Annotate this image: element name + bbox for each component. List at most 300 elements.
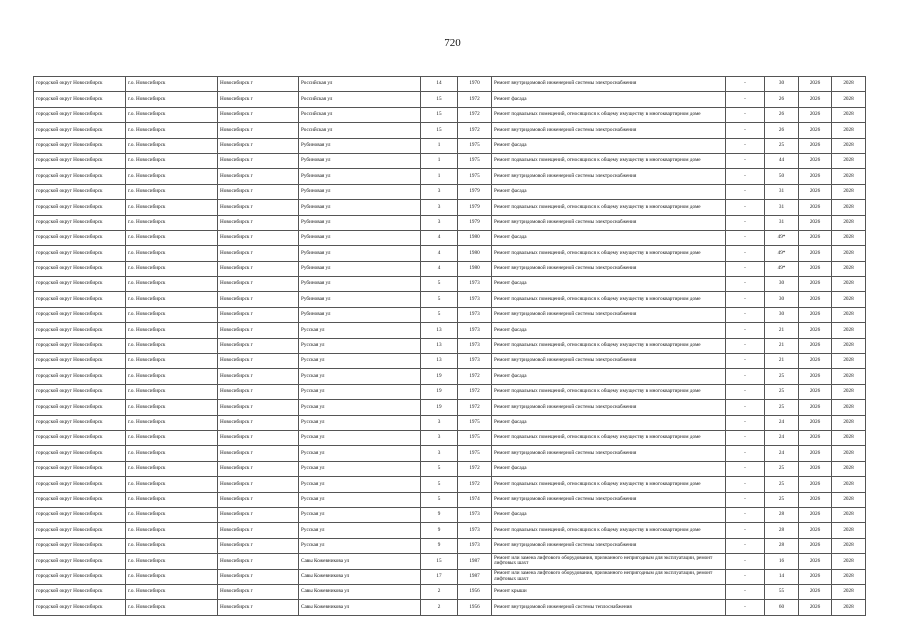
cell-street: Рубиновая ул <box>299 184 421 199</box>
cell-build-year: 1979 <box>458 200 492 215</box>
cell-municipality: городской округ Новосибирск <box>34 507 126 522</box>
cell-work-type: Ремонт фасада <box>492 323 726 338</box>
cell-end-year: 2028 <box>832 600 866 615</box>
cell-municipality: городской округ Новосибирск <box>34 400 126 415</box>
table-row <box>34 215 866 230</box>
cell-settlement: Новосибирск г <box>218 554 299 569</box>
cell-empty: - <box>726 569 765 584</box>
cell-empty: - <box>726 277 765 292</box>
cell-municipality: городской округ Новосибирск <box>34 477 126 492</box>
cell-end-year: 2028 <box>832 307 866 322</box>
cell-end-year: 2028 <box>832 584 866 599</box>
cell-empty: - <box>726 461 765 476</box>
cell-start-year: 2026 <box>799 369 832 384</box>
cell-settlement: Новосибирск г <box>218 477 299 492</box>
cell-work-type: Ремонт подвальных помещений, относящихся к общему имуществу в многоквартирном доме <box>492 292 726 307</box>
table-row <box>34 169 866 184</box>
cell-end-year: 2028 <box>832 477 866 492</box>
cell-volume: 31 <box>765 184 799 199</box>
table-row <box>34 307 866 322</box>
cell-end-year: 2028 <box>832 261 866 276</box>
cell-empty: - <box>726 415 765 430</box>
cell-work-type: Ремонт подвальных помещений, относящихся к общему имуществу в многоквартирном доме <box>492 107 726 122</box>
cell-start-year: 2026 <box>799 277 832 292</box>
cell-house-number: 3 <box>421 446 458 461</box>
cell-work-type: Ремонт подвальных помещений, относящихся к общему имуществу в многоквартирном доме <box>492 523 726 538</box>
cell-empty: - <box>726 538 765 553</box>
cell-build-year: 1979 <box>458 184 492 199</box>
cell-settlement: Новосибирск г <box>218 430 299 445</box>
cell-district: г.о. Новосибирск <box>126 230 218 245</box>
cell-volume: 49* <box>765 230 799 245</box>
cell-work-type: Ремонт внутридомовой инженерной системы электроснабжения <box>492 77 726 92</box>
cell-volume: 49* <box>765 246 799 261</box>
cell-empty: - <box>726 200 765 215</box>
cell-work-type: Ремонт подвальных помещений, относящихся к общему имуществу в многоквартирном доме <box>492 384 726 399</box>
cell-municipality: городской округ Новосибирск <box>34 169 126 184</box>
cell-build-year: 1980 <box>458 246 492 261</box>
cell-volume: 21 <box>765 338 799 353</box>
cell-district: г.о. Новосибирск <box>126 600 218 615</box>
cell-municipality: городской округ Новосибирск <box>34 584 126 599</box>
cell-start-year: 2026 <box>799 492 832 507</box>
cell-municipality: городской округ Новосибирск <box>34 369 126 384</box>
cell-district: г.о. Новосибирск <box>126 461 218 476</box>
table-row <box>34 430 866 445</box>
cell-settlement: Новосибирск г <box>218 600 299 615</box>
cell-start-year: 2026 <box>799 538 832 553</box>
cell-volume: 21 <box>765 323 799 338</box>
cell-start-year: 2026 <box>799 523 832 538</box>
cell-end-year: 2028 <box>832 369 866 384</box>
cell-district: г.о. Новосибирск <box>126 292 218 307</box>
cell-volume: 49* <box>765 261 799 276</box>
cell-build-year: 1980 <box>458 230 492 245</box>
cell-work-type: Ремонт фасада <box>492 507 726 522</box>
cell-volume: 26 <box>765 123 799 138</box>
cell-build-year: 1972 <box>458 384 492 399</box>
table-row <box>34 200 866 215</box>
cell-end-year: 2028 <box>832 169 866 184</box>
cell-end-year: 2028 <box>832 92 866 107</box>
cell-empty: - <box>726 354 765 369</box>
cell-end-year: 2028 <box>832 77 866 92</box>
cell-end-year: 2028 <box>832 354 866 369</box>
cell-house-number: 3 <box>421 415 458 430</box>
cell-settlement: Новосибирск г <box>218 92 299 107</box>
cell-municipality: городской округ Новосибирск <box>34 153 126 168</box>
table-row <box>34 384 866 399</box>
table-row <box>34 323 866 338</box>
cell-work-type: Ремонт внутридомовой инженерной системы электроснабжения <box>492 123 726 138</box>
cell-volume: 26 <box>765 107 799 122</box>
cell-municipality: городской округ Новосибирск <box>34 230 126 245</box>
cell-empty: - <box>726 92 765 107</box>
cell-house-number: 3 <box>421 430 458 445</box>
cell-start-year: 2026 <box>799 230 832 245</box>
cell-start-year: 2026 <box>799 123 832 138</box>
cell-end-year: 2028 <box>832 461 866 476</box>
cell-street: Русская ул <box>299 369 421 384</box>
cell-build-year: 1975 <box>458 169 492 184</box>
cell-settlement: Новосибирск г <box>218 138 299 153</box>
cell-empty: - <box>726 77 765 92</box>
cell-volume: 55 <box>765 584 799 599</box>
cell-volume: 31 <box>765 200 799 215</box>
cell-settlement: Новосибирск г <box>218 292 299 307</box>
cell-build-year: 1973 <box>458 338 492 353</box>
cell-district: г.о. Новосибирск <box>126 523 218 538</box>
cell-street: Российская ул <box>299 123 421 138</box>
table-row <box>34 292 866 307</box>
cell-settlement: Новосибирск г <box>218 107 299 122</box>
cell-district: г.о. Новосибирск <box>126 277 218 292</box>
cell-volume: 24 <box>765 446 799 461</box>
cell-settlement: Новосибирск г <box>218 77 299 92</box>
cell-settlement: Новосибирск г <box>218 215 299 230</box>
cell-municipality: городской округ Новосибирск <box>34 307 126 322</box>
table-row <box>34 446 866 461</box>
cell-municipality: городской округ Новосибирск <box>34 200 126 215</box>
table-row <box>34 538 866 553</box>
cell-district: г.о. Новосибирск <box>126 246 218 261</box>
cell-municipality: городской округ Новосибирск <box>34 446 126 461</box>
cell-street: Рубиновая ул <box>299 246 421 261</box>
cell-house-number: 19 <box>421 369 458 384</box>
cell-work-type: Ремонт внутридомовой инженерной системы электроснабжения <box>492 261 726 276</box>
cell-end-year: 2028 <box>832 246 866 261</box>
cell-street: Русская ул <box>299 477 421 492</box>
cell-settlement: Новосибирск г <box>218 354 299 369</box>
cell-district: г.о. Новосибирск <box>126 400 218 415</box>
cell-house-number: 13 <box>421 354 458 369</box>
table-row <box>34 338 866 353</box>
cell-settlement: Новосибирск г <box>218 307 299 322</box>
cell-municipality: городской округ Новосибирск <box>34 354 126 369</box>
cell-work-type: Ремонт внутридомовой инженерной системы электроснабжения <box>492 538 726 553</box>
cell-work-type: Ремонт фасада <box>492 369 726 384</box>
cell-district: г.о. Новосибирск <box>126 77 218 92</box>
cell-build-year: 1973 <box>458 523 492 538</box>
cell-work-type: Ремонт подвальных помещений, относящихся к общему имуществу в многоквартирном доме <box>492 200 726 215</box>
cell-house-number: 9 <box>421 538 458 553</box>
cell-district: г.о. Новосибирск <box>126 569 218 584</box>
cell-build-year: 1975 <box>458 153 492 168</box>
cell-work-type: Ремонт внутридомовой инженерной системы теплоснабжения <box>492 600 726 615</box>
cell-street: Рубиновая ул <box>299 215 421 230</box>
cell-municipality: городской округ Новосибирск <box>34 261 126 276</box>
cell-build-year: 1975 <box>458 138 492 153</box>
table-row <box>34 507 866 522</box>
cell-settlement: Новосибирск г <box>218 184 299 199</box>
cell-settlement: Новосибирск г <box>218 446 299 461</box>
cell-build-year: 1973 <box>458 538 492 553</box>
table-row <box>34 523 866 538</box>
cell-end-year: 2028 <box>832 215 866 230</box>
cell-start-year: 2026 <box>799 477 832 492</box>
cell-house-number: 1 <box>421 169 458 184</box>
cell-volume: 30 <box>765 292 799 307</box>
cell-empty: - <box>726 384 765 399</box>
cell-build-year: 1974 <box>458 492 492 507</box>
cell-house-number: 3 <box>421 215 458 230</box>
cell-volume: 28 <box>765 538 799 553</box>
cell-start-year: 2026 <box>799 169 832 184</box>
cell-build-year: 1972 <box>458 107 492 122</box>
cell-empty: - <box>726 507 765 522</box>
cell-municipality: городской округ Новосибирск <box>34 246 126 261</box>
cell-street: Русская ул <box>299 384 421 399</box>
cell-district: г.о. Новосибирск <box>126 415 218 430</box>
cell-start-year: 2026 <box>799 107 832 122</box>
cell-build-year: 1956 <box>458 600 492 615</box>
cell-work-type: Ремонт фасада <box>492 230 726 245</box>
cell-house-number: 13 <box>421 338 458 353</box>
cell-empty: - <box>726 215 765 230</box>
cell-street: Русская ул <box>299 338 421 353</box>
cell-street: Русская ул <box>299 323 421 338</box>
cell-municipality: городской округ Новосибирск <box>34 215 126 230</box>
cell-end-year: 2028 <box>832 184 866 199</box>
table-row <box>34 261 866 276</box>
table-row <box>34 554 866 569</box>
table-row <box>34 138 866 153</box>
table-row <box>34 369 866 384</box>
cell-build-year: 1956 <box>458 584 492 599</box>
cell-district: г.о. Новосибирск <box>126 153 218 168</box>
cell-start-year: 2026 <box>799 292 832 307</box>
table-row <box>34 153 866 168</box>
cell-work-type: Ремонт фасада <box>492 92 726 107</box>
cell-end-year: 2028 <box>832 138 866 153</box>
cell-house-number: 19 <box>421 384 458 399</box>
cell-street: Российская ул <box>299 107 421 122</box>
cell-house-number: 15 <box>421 554 458 569</box>
table-row <box>34 107 866 122</box>
cell-work-type: Ремонт внутридомовой инженерной системы электроснабжения <box>492 354 726 369</box>
cell-volume: 30 <box>765 77 799 92</box>
cell-end-year: 2028 <box>832 415 866 430</box>
cell-house-number: 19 <box>421 400 458 415</box>
cell-settlement: Новосибирск г <box>218 246 299 261</box>
cell-settlement: Новосибирск г <box>218 523 299 538</box>
cell-volume: 60 <box>765 600 799 615</box>
cell-end-year: 2028 <box>832 492 866 507</box>
cell-street: Савы Кожевникова ул <box>299 554 421 569</box>
cell-work-type: Ремонт фасада <box>492 415 726 430</box>
cell-work-type: Ремонт внутридомовой инженерной системы электроснабжения <box>492 400 726 415</box>
cell-start-year: 2026 <box>799 446 832 461</box>
cell-work-type: Ремонт подвальных помещений, относящихся к общему имуществу в многоквартирном доме <box>492 153 726 168</box>
cell-volume: 30 <box>765 307 799 322</box>
cell-street: Рубиновая ул <box>299 169 421 184</box>
cell-build-year: 1973 <box>458 277 492 292</box>
cell-settlement: Новосибирск г <box>218 323 299 338</box>
cell-empty: - <box>726 338 765 353</box>
cell-start-year: 2026 <box>799 507 832 522</box>
cell-street: Русская ул <box>299 400 421 415</box>
cell-district: г.о. Новосибирск <box>126 184 218 199</box>
cell-municipality: городской округ Новосибирск <box>34 323 126 338</box>
cell-volume: 14 <box>765 569 799 584</box>
cell-settlement: Новосибирск г <box>218 400 299 415</box>
cell-municipality: городской округ Новосибирск <box>34 538 126 553</box>
cell-settlement: Новосибирск г <box>218 169 299 184</box>
cell-empty: - <box>726 169 765 184</box>
cell-volume: 31 <box>765 215 799 230</box>
cell-settlement: Новосибирск г <box>218 369 299 384</box>
cell-build-year: 1987 <box>458 554 492 569</box>
cell-district: г.о. Новосибирск <box>126 123 218 138</box>
cell-build-year: 1973 <box>458 354 492 369</box>
cell-municipality: городской округ Новосибирск <box>34 277 126 292</box>
cell-work-type: Ремонт или замена лифтового оборудования, признанного непригодным для эксплуатации, ремонт лифтовых шахт <box>492 569 726 584</box>
cell-street: Русская ул <box>299 415 421 430</box>
cell-end-year: 2028 <box>832 554 866 569</box>
cell-district: г.о. Новосибирск <box>126 354 218 369</box>
cell-empty: - <box>726 138 765 153</box>
cell-house-number: 3 <box>421 184 458 199</box>
cell-street: Российская ул <box>299 92 421 107</box>
cell-build-year: 1987 <box>458 569 492 584</box>
table-row <box>34 461 866 476</box>
cell-house-number: 5 <box>421 307 458 322</box>
cell-end-year: 2028 <box>832 277 866 292</box>
cell-empty: - <box>726 477 765 492</box>
cell-street: Российская ул <box>299 77 421 92</box>
cell-volume: 21 <box>765 354 799 369</box>
cell-district: г.о. Новосибирск <box>126 446 218 461</box>
cell-district: г.о. Новосибирск <box>126 323 218 338</box>
cell-house-number: 4 <box>421 230 458 245</box>
table-row <box>34 492 866 507</box>
cell-volume: 25 <box>765 400 799 415</box>
cell-settlement: Новосибирск г <box>218 538 299 553</box>
cell-house-number: 4 <box>421 261 458 276</box>
cell-street: Русская ул <box>299 446 421 461</box>
cell-street: Рубиновая ул <box>299 292 421 307</box>
cell-street: Рубиновая ул <box>299 138 421 153</box>
register-body <box>34 77 866 616</box>
cell-district: г.о. Новосибирск <box>126 338 218 353</box>
table-row <box>34 246 866 261</box>
cell-empty: - <box>726 523 765 538</box>
cell-build-year: 1975 <box>458 415 492 430</box>
cell-empty: - <box>726 446 765 461</box>
cell-settlement: Новосибирск г <box>218 415 299 430</box>
cell-street: Савы Кожевникова ул <box>299 600 421 615</box>
cell-work-type: Ремонт фасада <box>492 138 726 153</box>
cell-district: г.о. Новосибирск <box>126 107 218 122</box>
cell-start-year: 2026 <box>799 92 832 107</box>
cell-house-number: 2 <box>421 600 458 615</box>
cell-district: г.о. Новосибирск <box>126 200 218 215</box>
cell-start-year: 2026 <box>799 600 832 615</box>
cell-municipality: городской округ Новосибирск <box>34 569 126 584</box>
cell-end-year: 2028 <box>832 507 866 522</box>
cell-volume: 24 <box>765 415 799 430</box>
cell-work-type: Ремонт внутридомовой инженерной системы электроснабжения <box>492 169 726 184</box>
cell-street: Русская ул <box>299 430 421 445</box>
table-row <box>34 92 866 107</box>
cell-start-year: 2026 <box>799 323 832 338</box>
cell-start-year: 2026 <box>799 200 832 215</box>
table-row <box>34 600 866 615</box>
cell-settlement: Новосибирск г <box>218 584 299 599</box>
cell-start-year: 2026 <box>799 153 832 168</box>
cell-start-year: 2026 <box>799 415 832 430</box>
cell-street: Рубиновая ул <box>299 261 421 276</box>
cell-start-year: 2026 <box>799 400 832 415</box>
cell-municipality: городской округ Новосибирск <box>34 492 126 507</box>
cell-end-year: 2028 <box>832 230 866 245</box>
cell-settlement: Новосибирск г <box>218 153 299 168</box>
cell-volume: 30 <box>765 277 799 292</box>
cell-build-year: 1973 <box>458 323 492 338</box>
cell-start-year: 2026 <box>799 384 832 399</box>
cell-end-year: 2028 <box>832 446 866 461</box>
cell-end-year: 2028 <box>832 538 866 553</box>
cell-volume: 25 <box>765 138 799 153</box>
cell-house-number: 15 <box>421 92 458 107</box>
cell-work-type: Ремонт подвальных помещений, относящихся к общему имуществу в многоквартирном доме <box>492 246 726 261</box>
cell-end-year: 2028 <box>832 569 866 584</box>
cell-build-year: 1975 <box>458 430 492 445</box>
cell-house-number: 2 <box>421 584 458 599</box>
table-row <box>34 415 866 430</box>
cell-house-number: 5 <box>421 277 458 292</box>
cell-municipality: городской округ Новосибирск <box>34 430 126 445</box>
cell-house-number: 9 <box>421 523 458 538</box>
cell-start-year: 2026 <box>799 215 832 230</box>
cell-start-year: 2026 <box>799 77 832 92</box>
cell-settlement: Новосибирск г <box>218 492 299 507</box>
cell-house-number: 17 <box>421 569 458 584</box>
cell-work-type: Ремонт крыши <box>492 584 726 599</box>
cell-work-type: Ремонт внутридомовой инженерной системы электроснабжения <box>492 492 726 507</box>
cell-district: г.о. Новосибирск <box>126 507 218 522</box>
cell-build-year: 1972 <box>458 400 492 415</box>
cell-work-type: Ремонт фасада <box>492 184 726 199</box>
cell-start-year: 2026 <box>799 246 832 261</box>
cell-end-year: 2028 <box>832 292 866 307</box>
cell-empty: - <box>726 261 765 276</box>
cell-district: г.о. Новосибирск <box>126 138 218 153</box>
cell-settlement: Новосибирск г <box>218 569 299 584</box>
cell-build-year: 1973 <box>458 292 492 307</box>
cell-district: г.о. Новосибирск <box>126 261 218 276</box>
cell-district: г.о. Новосибирск <box>126 369 218 384</box>
cell-empty: - <box>726 230 765 245</box>
cell-settlement: Новосибирск г <box>218 230 299 245</box>
cell-volume: 25 <box>765 492 799 507</box>
cell-start-year: 2026 <box>799 554 832 569</box>
cell-empty: - <box>726 584 765 599</box>
cell-street: Савы Кожевникова ул <box>299 569 421 584</box>
cell-start-year: 2026 <box>799 261 832 276</box>
cell-empty: - <box>726 323 765 338</box>
cell-house-number: 9 <box>421 507 458 522</box>
cell-district: г.о. Новосибирск <box>126 215 218 230</box>
cell-build-year: 1975 <box>458 446 492 461</box>
cell-start-year: 2026 <box>799 138 832 153</box>
cell-house-number: 5 <box>421 477 458 492</box>
cell-empty: - <box>726 400 765 415</box>
cell-house-number: 1 <box>421 138 458 153</box>
cell-end-year: 2028 <box>832 153 866 168</box>
cell-district: г.о. Новосибирск <box>126 584 218 599</box>
cell-start-year: 2026 <box>799 569 832 584</box>
